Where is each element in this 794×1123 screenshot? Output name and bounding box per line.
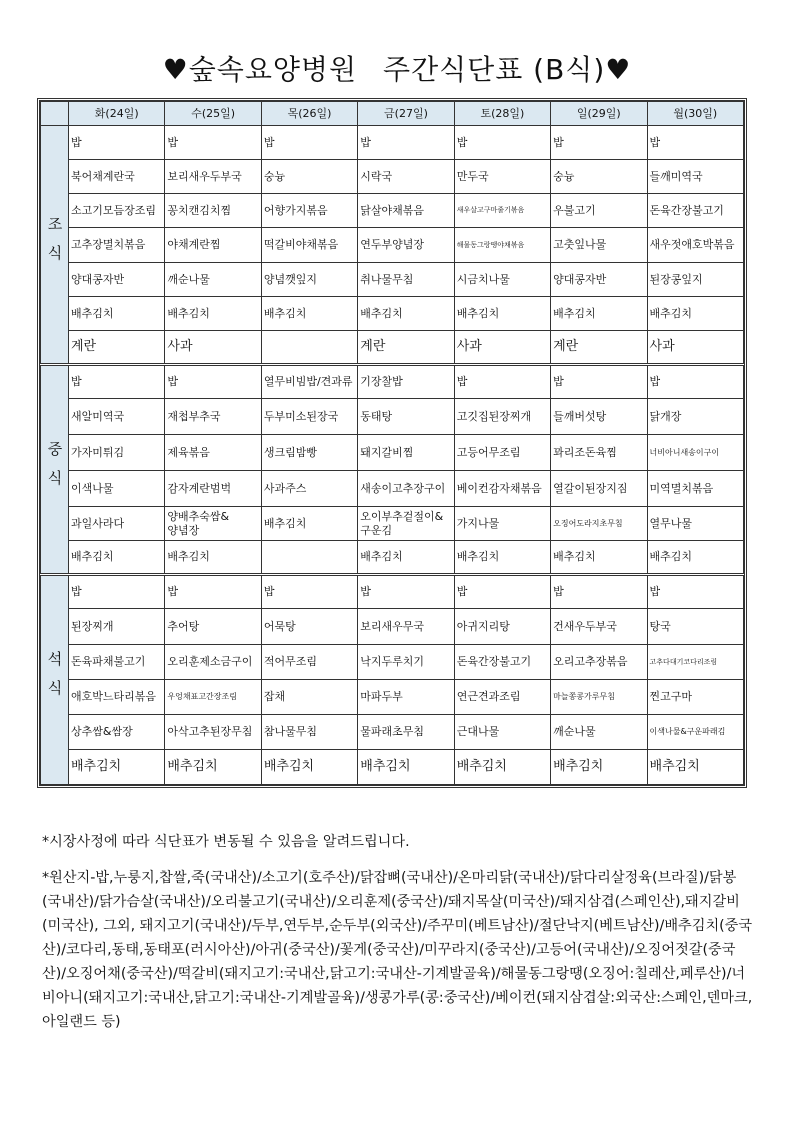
menu-cell: 새송이고추장구이	[358, 471, 454, 507]
menu-cell: 우불고기	[551, 194, 647, 228]
menu-cell: 과일사라다	[69, 507, 165, 541]
menu-cell: 시금치나물	[454, 263, 550, 297]
menu-cell: 감자계란범벅	[165, 471, 261, 507]
menu-cell: 고깃집된장찌개	[454, 399, 550, 435]
menu-cell: 미역멸치볶음	[647, 471, 743, 507]
menu-cell: 오리훈제소금구이	[165, 645, 261, 680]
menu-cell: 배추김치	[261, 750, 357, 785]
table-row	[41, 507, 744, 541]
menu-cell: 고등어무조림	[454, 435, 550, 471]
menu-cell: 배추김치	[358, 297, 454, 331]
origin-notice: *원산지-밥,누룽지,찹쌀,죽(국내산)/소고기(호주산)/닭잡뼈(국내산)/온마리닭(국내산)/닭다리살정육(브라질)/닭봉(국내산)/닭가슴살(국내산)/오리불고기(국내산)/오리훈제(중국산)/돼지목살(미국산)/돼지삼겹(스페인산),돼지갈비(미국산), 그외, 돼지고기(국내산)/두부,연두부,순두부(외국산)/주꾸미(베트남산)/절단낙지(베트남산)/배추김치(중국산)/코다리,동태,동태포(러시아산)/아귀(중국산)/꽃게(중국산)/미꾸라지(중국산)/고등어(국내산)/오징어젓갈(중국산)/오징어채(중국산)/떡갈비(돼지고기:국내산,닭고기:국내산-기계발골육)/해물동그랑땡(오징어:칠레산,페루산)/너비아니(돼지고기:국내산,닭고기:국내산-기계발골육)/생콩가루(콩:중국산)/베이컨(돼지삼겹살:외국산:스페인,덴마크,아일랜드 등)	[42, 870, 753, 1030]
menu-cell: 배추김치	[261, 507, 357, 541]
menu-cell: 꽁치캔김치찜	[165, 194, 261, 228]
table-row	[41, 160, 744, 194]
menu-cell: 참나물무침	[261, 715, 357, 750]
day-header: 일(29일)	[551, 102, 647, 126]
menu-cell: 배추김치	[69, 750, 165, 785]
menu-cell: 고추다대기코다리조림	[647, 645, 743, 680]
menu-cell: 근대나물	[454, 715, 550, 750]
menu-cell: 생크림밤빵	[261, 435, 357, 471]
day-header: 목(26일)	[261, 102, 357, 126]
day-header: 토(28일)	[454, 102, 550, 126]
table-row	[41, 194, 744, 228]
menu-cell: 계란	[69, 331, 165, 365]
menu-cell: 밥	[551, 575, 647, 609]
menu-cell: 떡갈비야채볶음	[261, 228, 357, 263]
change-notice: *시장사정에 따라 식단표가 변동될 수 있음을 알려드립니다.	[42, 834, 410, 850]
menu-cell: 배추김치	[647, 750, 743, 785]
menu-cell: 닭살야채볶음	[358, 194, 454, 228]
menu-cell: 오이부추겉절이&구운김	[358, 507, 454, 541]
menu-cell: 밥	[454, 365, 550, 399]
menu-cell: 고춧잎나물	[551, 228, 647, 263]
menu-cell: 밥	[261, 126, 357, 160]
menu-cell: 소고기모듬장조림	[69, 194, 165, 228]
menu-cell: 너비아니새송이구이	[647, 435, 743, 471]
menu-cell: 가지나물	[454, 507, 550, 541]
table-row	[41, 126, 744, 160]
menu-cell: 배추김치	[165, 297, 261, 331]
menu-cell: 숭늉	[551, 160, 647, 194]
menu-cell: 양념깻잎지	[261, 263, 357, 297]
table-row	[41, 331, 744, 365]
menu-cell: 배추김치	[551, 541, 647, 575]
menu-cell: 양배추숙쌈&양념장	[165, 507, 261, 541]
meal-label: 중식	[41, 365, 69, 575]
menu-cell: 낙지두루치기	[358, 645, 454, 680]
menu-cell: 된장찌개	[69, 609, 165, 645]
menu-cell: 어묵탕	[261, 609, 357, 645]
menu-cell: 밥	[69, 126, 165, 160]
menu-cell: 아삭고추된장무침	[165, 715, 261, 750]
menu-cell: 고추장멸치볶음	[69, 228, 165, 263]
menu-cell: 제육볶음	[165, 435, 261, 471]
menu-cell: 밥	[551, 126, 647, 160]
menu-cell: 배추김치	[358, 541, 454, 575]
menu-cell: 밥	[69, 365, 165, 399]
menu-cell: 돈육파채불고기	[69, 645, 165, 680]
menu-cell: 숭늉	[261, 160, 357, 194]
menu-cell: 밥	[69, 575, 165, 609]
menu-cell: 배추김치	[358, 750, 454, 785]
page-title	[0, 48, 794, 88]
menu-cell: 돼지갈비찜	[358, 435, 454, 471]
menu-cell: 열갈이된장지짐	[551, 471, 647, 507]
menu-cell: 밥	[454, 126, 550, 160]
table-row	[41, 680, 744, 715]
menu-cell: 보리새우무국	[358, 609, 454, 645]
menu-cell: 새알미역국	[69, 399, 165, 435]
menu-cell: 계란	[358, 331, 454, 365]
table-row	[41, 297, 744, 331]
menu-cell: 오리고추장볶음	[551, 645, 647, 680]
table-row	[41, 541, 744, 575]
table-row	[41, 575, 744, 609]
menu-cell: 밥	[358, 126, 454, 160]
menu-cell: 돈육간장불고기	[647, 194, 743, 228]
menu-cell: 밥	[165, 365, 261, 399]
menu-cell: 사과	[454, 331, 550, 365]
menu-cell: 밥	[647, 126, 743, 160]
menu-cell: 된장콩잎지	[647, 263, 743, 297]
menu-cell: 밥	[261, 575, 357, 609]
menu-cell: 마파두부	[358, 680, 454, 715]
menu-cell: 물파래초무침	[358, 715, 454, 750]
menu-cell: 깨순나물	[165, 263, 261, 297]
menu-cell: 사과	[647, 331, 743, 365]
weekly-menu-table	[37, 98, 747, 788]
menu-cell: 재첩부추국	[165, 399, 261, 435]
menu-cell: 상추쌈&쌈장	[69, 715, 165, 750]
menu-cell: 배추김치	[69, 541, 165, 575]
menu-cell: 마늘쫑콩가루무침	[551, 680, 647, 715]
table-corner	[41, 102, 69, 126]
menu-cell	[261, 541, 357, 575]
menu-cell: 탕국	[647, 609, 743, 645]
menu-cell: 계란	[551, 331, 647, 365]
table-row	[41, 609, 744, 645]
table-row	[41, 435, 744, 471]
meal-label: 석식	[41, 575, 69, 785]
menu-cell: 꽈리조돈육찜	[551, 435, 647, 471]
table-row	[41, 228, 744, 263]
menu-cell: 새우살고구마줄기볶음	[454, 194, 550, 228]
menu-cell: 배추김치	[165, 750, 261, 785]
menu-cell: 연근견과조림	[454, 680, 550, 715]
day-header: 수(25일)	[165, 102, 261, 126]
menu-cell: 만두국	[454, 160, 550, 194]
menu-cell: 배추김치	[69, 297, 165, 331]
hospital-name: 숲속요양병원	[188, 53, 358, 86]
menu-cell: 밥	[358, 575, 454, 609]
menu-cell: 두부미소된장국	[261, 399, 357, 435]
day-header: 금(27일)	[358, 102, 454, 126]
menu-cell: 야채계란찜	[165, 228, 261, 263]
menu-cell: 밥	[454, 575, 550, 609]
day-header: 화(24일)	[69, 102, 165, 126]
menu-cell: 밥	[165, 126, 261, 160]
table-row	[41, 399, 744, 435]
menu-cell: 애호박느타리볶음	[69, 680, 165, 715]
menu-cell: 들깨미역국	[647, 160, 743, 194]
menu-cell: 배추김치	[454, 541, 550, 575]
menu-cell: 열무비빔밥/견과류	[261, 365, 357, 399]
menu-cell: 배추김치	[647, 541, 743, 575]
table-row	[41, 645, 744, 680]
heart-icon: ♥	[605, 53, 632, 86]
menu-cell: 아귀지리탕	[454, 609, 550, 645]
menu-cell: 기장찰밥	[358, 365, 454, 399]
menu-cell: 우엉채표고간장조림	[165, 680, 261, 715]
menu-cell: 취나물무침	[358, 263, 454, 297]
table-row	[41, 750, 744, 785]
menu-cell: 양대콩자반	[69, 263, 165, 297]
menu-cell: 열무나물	[647, 507, 743, 541]
menu-cell: 오징어도라지초무침	[551, 507, 647, 541]
menu-cell: 배추김치	[261, 297, 357, 331]
menu-cell: 밥	[647, 365, 743, 399]
table-row	[41, 471, 744, 507]
menu-cell: 가자미튀김	[69, 435, 165, 471]
menu-cell: 밥	[551, 365, 647, 399]
menu-cell: 배추김치	[647, 297, 743, 331]
menu-cell: 이색나물	[69, 471, 165, 507]
table-row	[41, 365, 744, 399]
menu-cell: 어향가지볶음	[261, 194, 357, 228]
menu-cell: 배추김치	[454, 750, 550, 785]
menu-cell: 추어탕	[165, 609, 261, 645]
heart-icon: ♥	[162, 53, 189, 86]
menu-cell: 돈육간장불고기	[454, 645, 550, 680]
menu-cell: 해물동그랑땡야채볶음	[454, 228, 550, 263]
menu-label: 주간식단표 (B식)	[383, 53, 606, 86]
menu-cell: 적어무조림	[261, 645, 357, 680]
menu-cell: 잡채	[261, 680, 357, 715]
menu-cell: 닭개장	[647, 399, 743, 435]
menu-cell: 북어채계란국	[69, 160, 165, 194]
menu-cell: 밥	[647, 575, 743, 609]
notes	[42, 830, 754, 1046]
menu-cell: 사과주스	[261, 471, 357, 507]
table-row	[41, 715, 744, 750]
menu-cell: 배추김치	[551, 750, 647, 785]
menu-cell: 배추김치	[454, 297, 550, 331]
meal-label: 조식	[41, 126, 69, 365]
menu-cell: 새우젓애호박볶음	[647, 228, 743, 263]
menu-cell: 시락국	[358, 160, 454, 194]
menu-cell: 보리새우두부국	[165, 160, 261, 194]
table-row	[41, 263, 744, 297]
menu-cell	[261, 331, 357, 365]
menu-cell: 배추김치	[165, 541, 261, 575]
menu-cell: 사과	[165, 331, 261, 365]
menu-cell: 베이컨감자채볶음	[454, 471, 550, 507]
menu-cell: 연두부양념장	[358, 228, 454, 263]
menu-cell: 들깨버섯탕	[551, 399, 647, 435]
menu-cell: 건새우두부국	[551, 609, 647, 645]
menu-cell: 깨순나물	[551, 715, 647, 750]
menu-cell: 밥	[165, 575, 261, 609]
menu-cell: 찐고구마	[647, 680, 743, 715]
day-header: 월(30일)	[647, 102, 743, 126]
menu-cell: 배추김치	[551, 297, 647, 331]
menu-cell: 동태탕	[358, 399, 454, 435]
menu-cell: 양대콩자반	[551, 263, 647, 297]
menu-cell: 이색나물&구운파래김	[647, 715, 743, 750]
